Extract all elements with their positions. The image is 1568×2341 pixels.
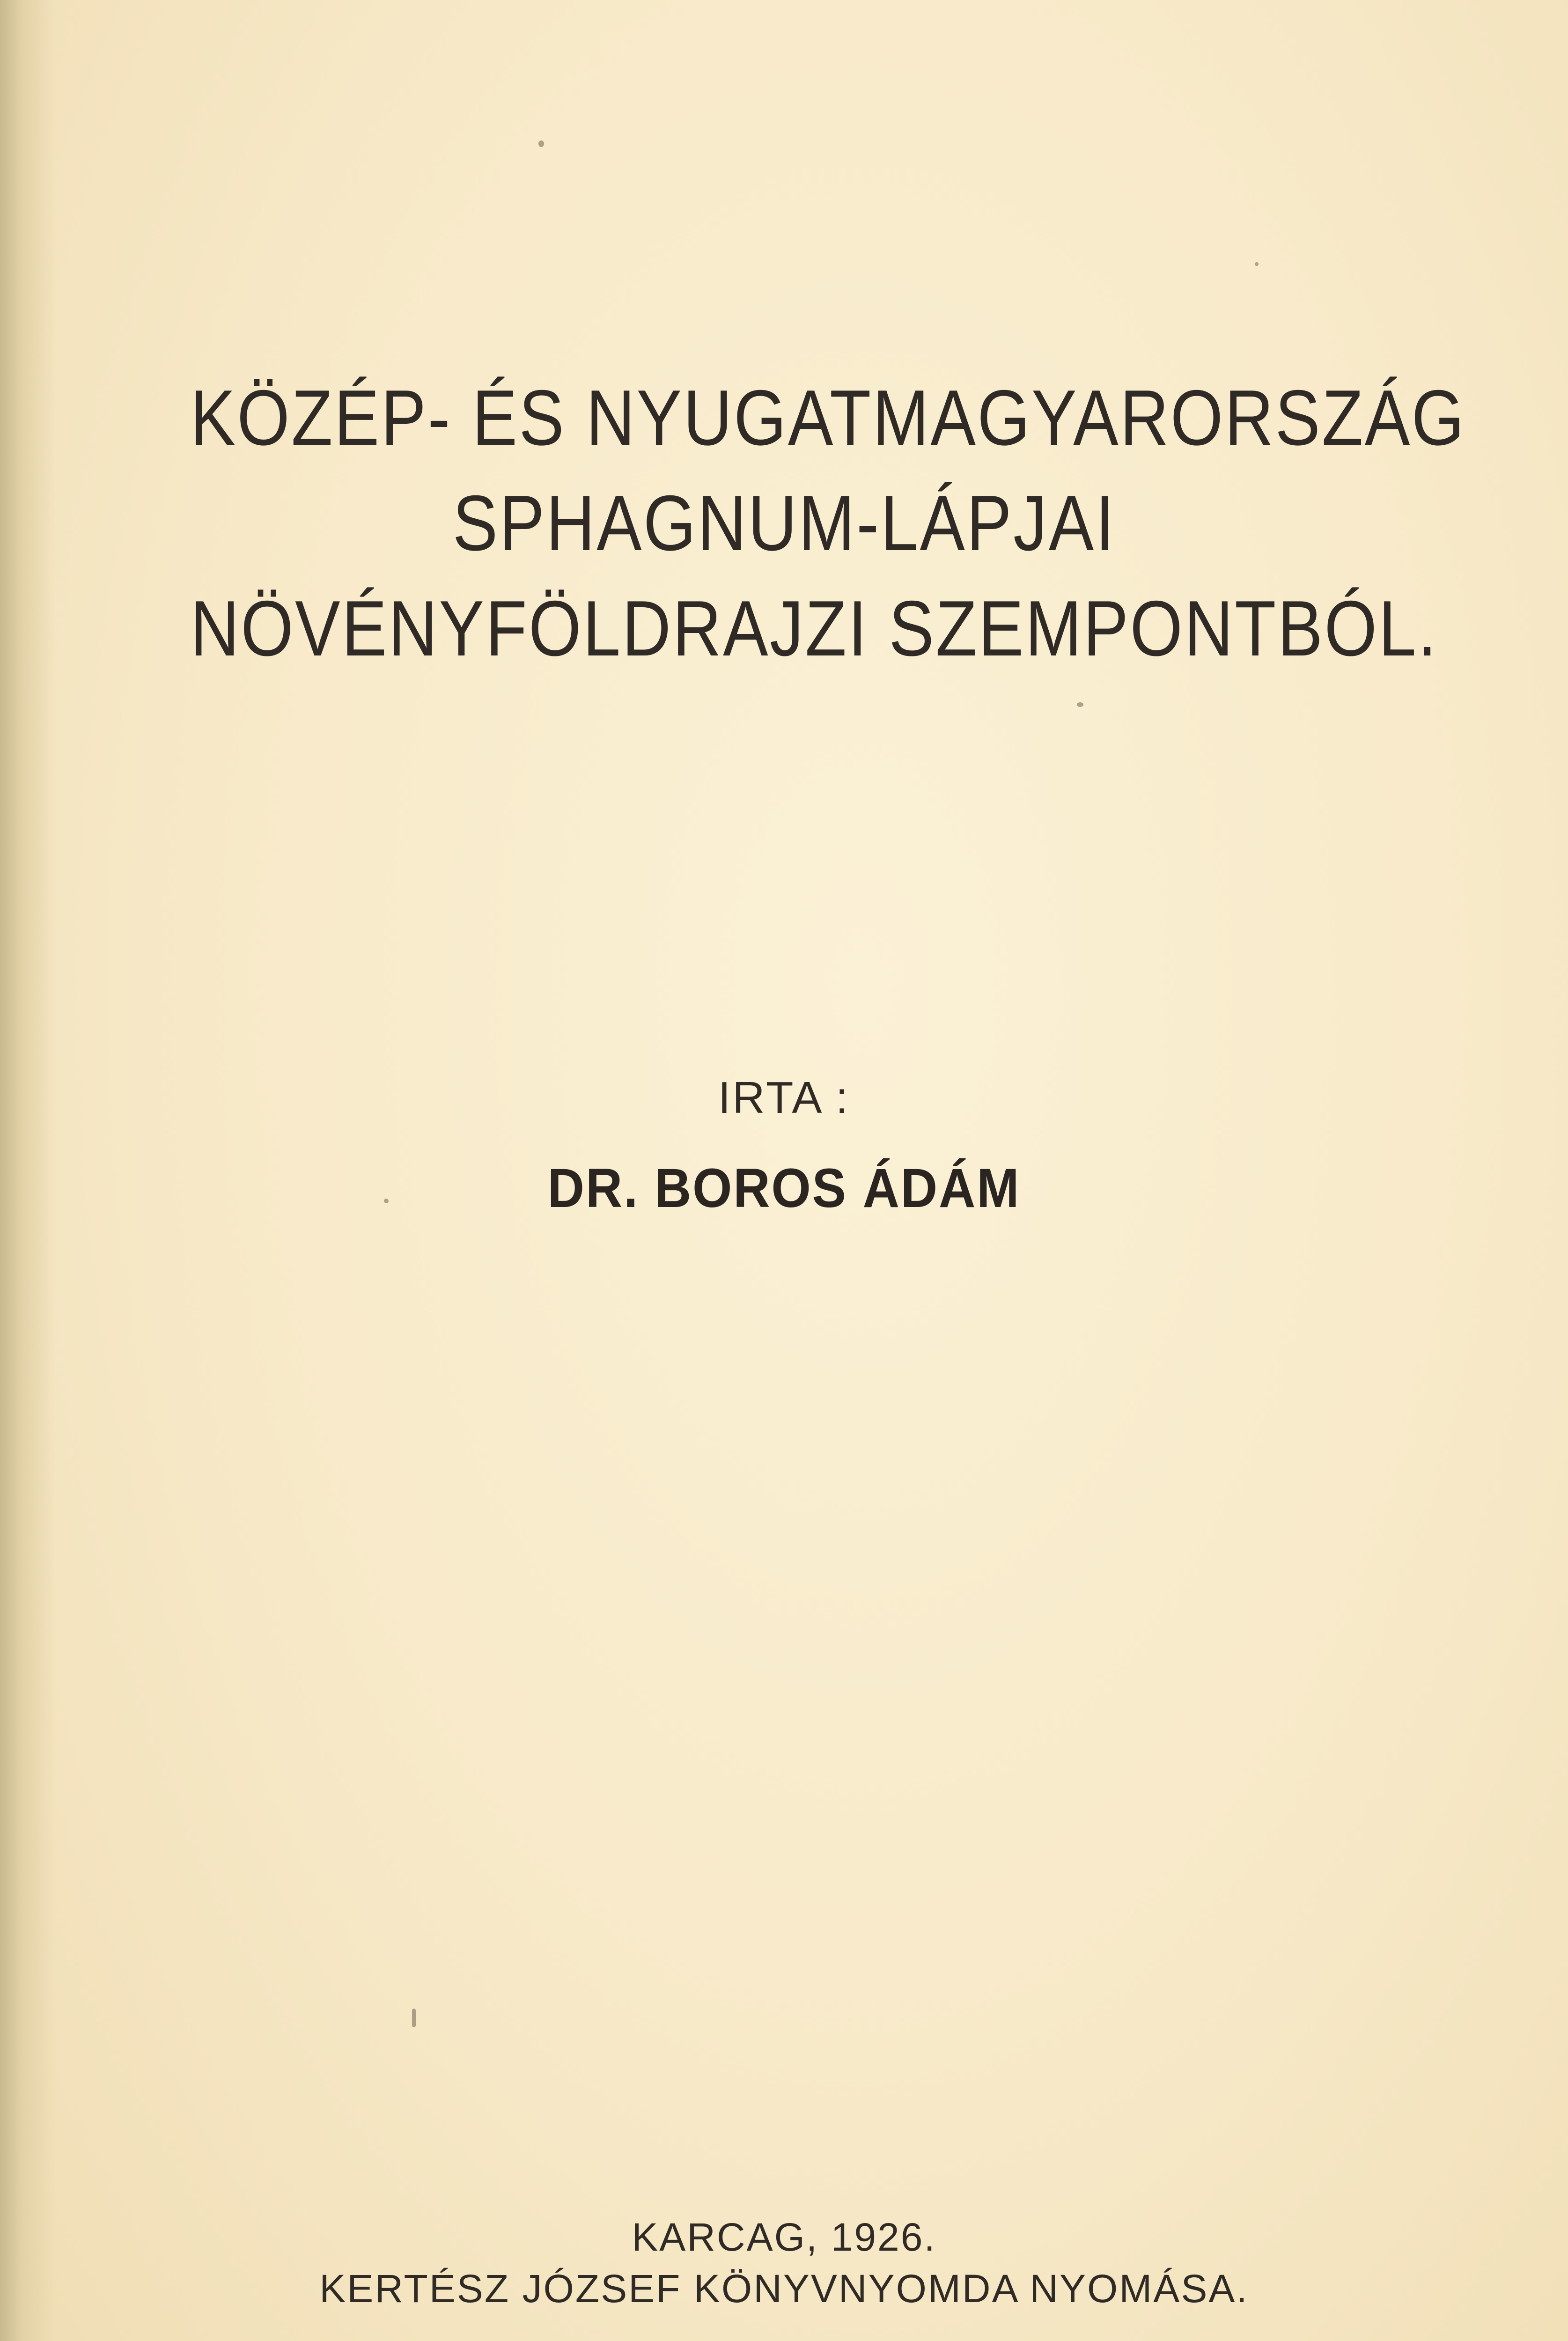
imprint-place-year: KARCAG, 1926. xyxy=(632,2215,936,2259)
paper-speck xyxy=(1077,702,1083,707)
paper-speck xyxy=(412,2009,416,2027)
paper-speck xyxy=(384,1199,389,1203)
book-title xyxy=(94,365,1475,681)
paper-speck xyxy=(538,140,544,147)
paper-speck xyxy=(1255,262,1259,266)
spine-shadow xyxy=(0,0,56,2341)
author-name: DR. BOROS ÁDÁM xyxy=(547,1157,1021,1219)
title-line-2: SPHAGNUM-LÁPJAI xyxy=(452,479,1116,567)
title-line-3: NÖVÉNYFÖLDRAJZI SZEMPONTBÓL. xyxy=(190,584,1438,672)
imprint-printer: KERTÉSZ JÓZSEF KÖNYVNYOMDA NYOMÁSA. xyxy=(319,2267,1249,2311)
author-label: IRTA : xyxy=(718,1073,850,1123)
title-line-1: KÖZÉP- ÉS NYUGATMAGYARORSZÁG xyxy=(190,374,1466,462)
